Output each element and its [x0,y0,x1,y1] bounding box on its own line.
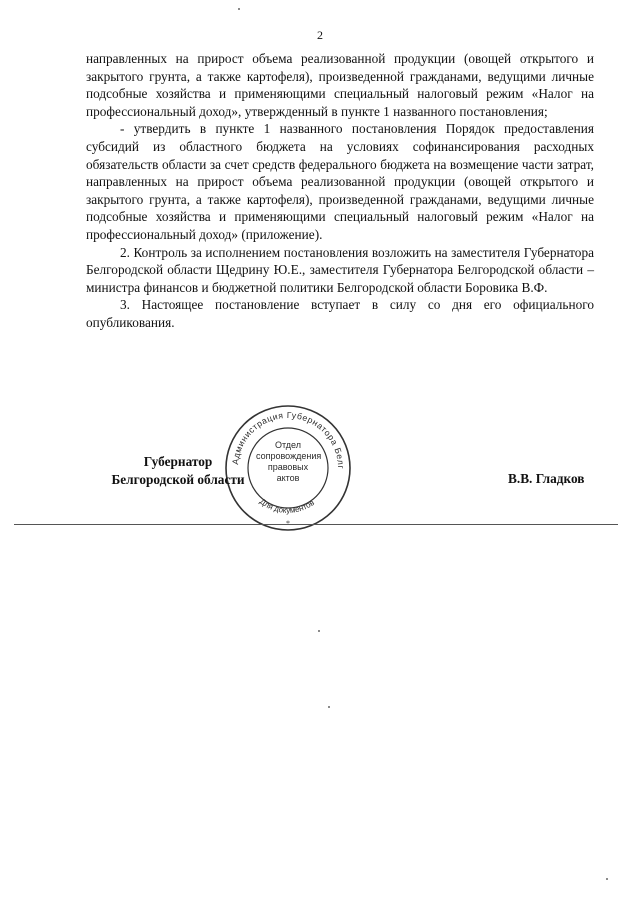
separator-line [14,524,618,525]
signatory-title-line-1: Губернатор [143,454,213,469]
seal-center-line-3: правовых [267,462,309,472]
document-body [86,50,594,332]
seal-outer-text: Администрация Губернатора Белг [230,409,347,470]
page-number: 2 [317,28,323,42]
signature-block [0,453,640,493]
paragraph-effective-date: 3. Настоящее постановление вступает в силу со дня его официального опубликования. [86,297,594,330]
seal-center-line-4: актов [276,473,300,483]
paragraph-continuation: направленных на прирост объема реализованной продукции (овощей открытого и закрытого грунта, а также картофеля), произведенной гражданами, ведущими личные подсобные хозяйства и применяющими специальный налоговый режим «Налог на профессиональный доход», утвержденный в пункте 1 названного постановления; [86,51,594,119]
scan-speck [328,706,330,708]
scan-speck [606,878,608,880]
seal-center-line-2: сопровождения [256,451,322,461]
paragraph-control: 2. Контроль за исполнением постановления возложить на заместителя Губернатора Белгородской области Щедрину Ю.Е., заместителя Губернатора Белгородской области – министра финансов и бюджетной политики Белгородской области Боровика В.Ф. [86,244,594,295]
paragraph-approve-procedure: - утвердить в пункте 1 названного постановления Порядок предоставления субсидий из областного бюджета на условиях софинансирования расходных обязательств области за счет средств федерального бюджета на возмещение части затрат, направленных на прирост объема реализованной продукции (овощей открытого и закрытого грунта, а также картофеля), произведенной гражданами, ведущими личные подсобные хозяйства и применяющими специальный налоговый режим «Налог на профессиональный доход» (приложение). [86,121,594,242]
seal-center-line-1: Отдел [274,440,302,450]
scan-speck [238,8,240,10]
scan-speck [318,630,320,632]
seal-lower-text: Для документов [258,496,316,515]
svg-text:Для документов [258,497,316,515]
signatory-title [98,453,258,488]
signatory-title-line-2: Белгородской области [111,471,245,487]
signatory-name: В.В. Гладков [508,471,585,486]
